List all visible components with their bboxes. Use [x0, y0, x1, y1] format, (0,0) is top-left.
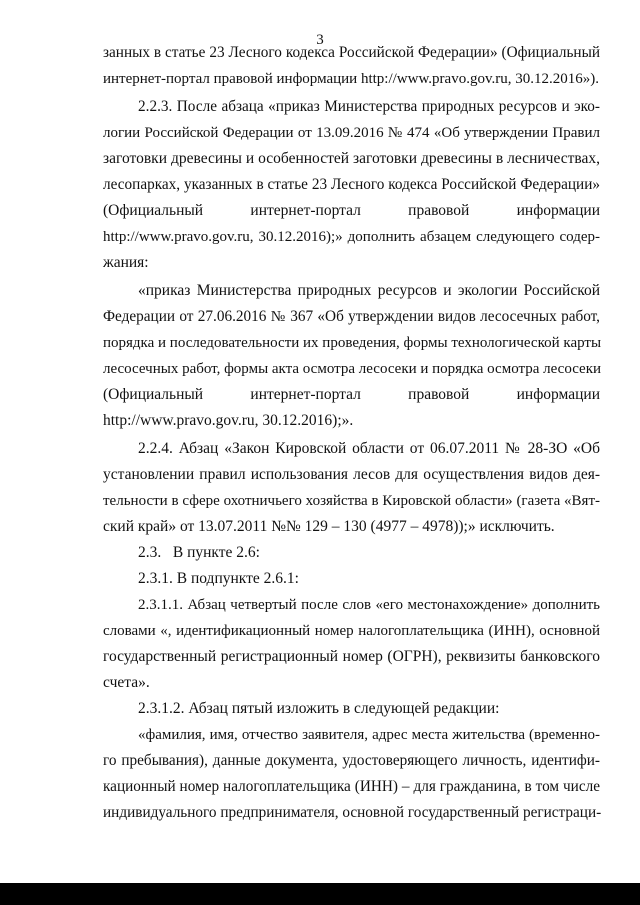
text-line: индивидуального предпринимателя, основной государственный регистраци- — [103, 804, 602, 821]
text-line: занных в статье 23 Лесного кодекса Российской Федерации» (Официальный — [103, 44, 600, 61]
text-line: порядка и последовательности их проведения, формы технологической карты — [103, 335, 602, 351]
text-line: лесопарках, указанных в статье 23 Лесного кодекса Российской Федерации» — [103, 176, 600, 193]
text-line — [103, 382, 600, 408]
text-line: 2.2.3. После абзаца «приказ Министерства природных ресурсов и эко- — [138, 98, 600, 115]
text-line: заготовки древесины и особенностей заготовки древесины в лесничествах, — [103, 150, 600, 167]
text-line: тельности в сфере охотничьего хозяйства в Кировской области» (газета «Вят- — [103, 493, 600, 509]
text-line: лесосечных работ, формы акта осмотра лесосеки и порядка осмотра лесосеки — [103, 361, 602, 377]
text-line: го пребывания), данные документа, удостоверяющего личность, идентифи- — [103, 752, 600, 769]
word: интернет-портал — [250, 386, 361, 403]
text-line: 2.3.1.1. Абзац четвертый после слов «его местонахождение» дополнить — [138, 597, 600, 613]
word: информации — [516, 386, 600, 403]
page-number: 3 — [316, 32, 324, 48]
text-line — [103, 198, 600, 224]
text-line: установлении правил использования лесов для осуществления видов дея- — [103, 466, 600, 483]
text-line: логии Российской Федерации от 13.09.2016 № 474 «Об утверждении Правил — [103, 125, 600, 141]
text-line: 2.2.4. Абзац «Закон Кировской области от 06.07.2011 № 28-ЗО «Об — [138, 440, 600, 457]
word: (Официальный — [103, 386, 204, 403]
word: правовой — [408, 386, 470, 403]
text-line: интернет-портал правовой информации http://www.pravo.gov.ru, 30.12.2016»). — [103, 71, 599, 87]
text-line: 2.3.1. В подпункте 2.6.1: — [138, 570, 299, 587]
text-line: Федерации от 27.06.2016 № 367 «Об утверждении видов лесосечных работ, — [103, 308, 600, 325]
text-line: http://www.pravo.gov.ru, 30.12.2016);» дополнить абзацем следующего содер- — [103, 229, 600, 245]
text-line: «фамилия, имя, отчество заявителя, адрес места жительства (временно- — [138, 727, 600, 743]
text-line: кационный номер налогоплательщика (ИНН) – для гражданина, в том числе — [103, 778, 600, 795]
text-line: «приказ Министерства природных ресурсов и экологии Российской — [138, 282, 600, 299]
text-line: 2.3. В пункте 2.6: — [138, 544, 260, 561]
scan-edge-bar — [0, 883, 640, 905]
word: интернет-портал — [250, 202, 361, 219]
text-line: ский край» от 13.07.2011 №№ 129 – 130 (4977 – 4978));» исключить. — [103, 518, 555, 535]
word: (Официальный — [103, 202, 204, 219]
text-line: счета». — [103, 674, 150, 691]
word: информации — [516, 202, 600, 219]
text-line: словами «, идентификационный номер налогоплательщика (ИНН), основной — [103, 623, 600, 639]
text-line: http://www.pravo.gov.ru, 30.12.2016);». — [103, 412, 354, 429]
word: правовой — [408, 202, 470, 219]
text-line: 2.3.1.2. Абзац пятый изложить в следующей редакции: — [138, 700, 500, 717]
text-line: жания: — [103, 254, 149, 271]
text-line: государственный регистрационный номер (ОГРН), реквизиты банковского — [103, 648, 600, 665]
